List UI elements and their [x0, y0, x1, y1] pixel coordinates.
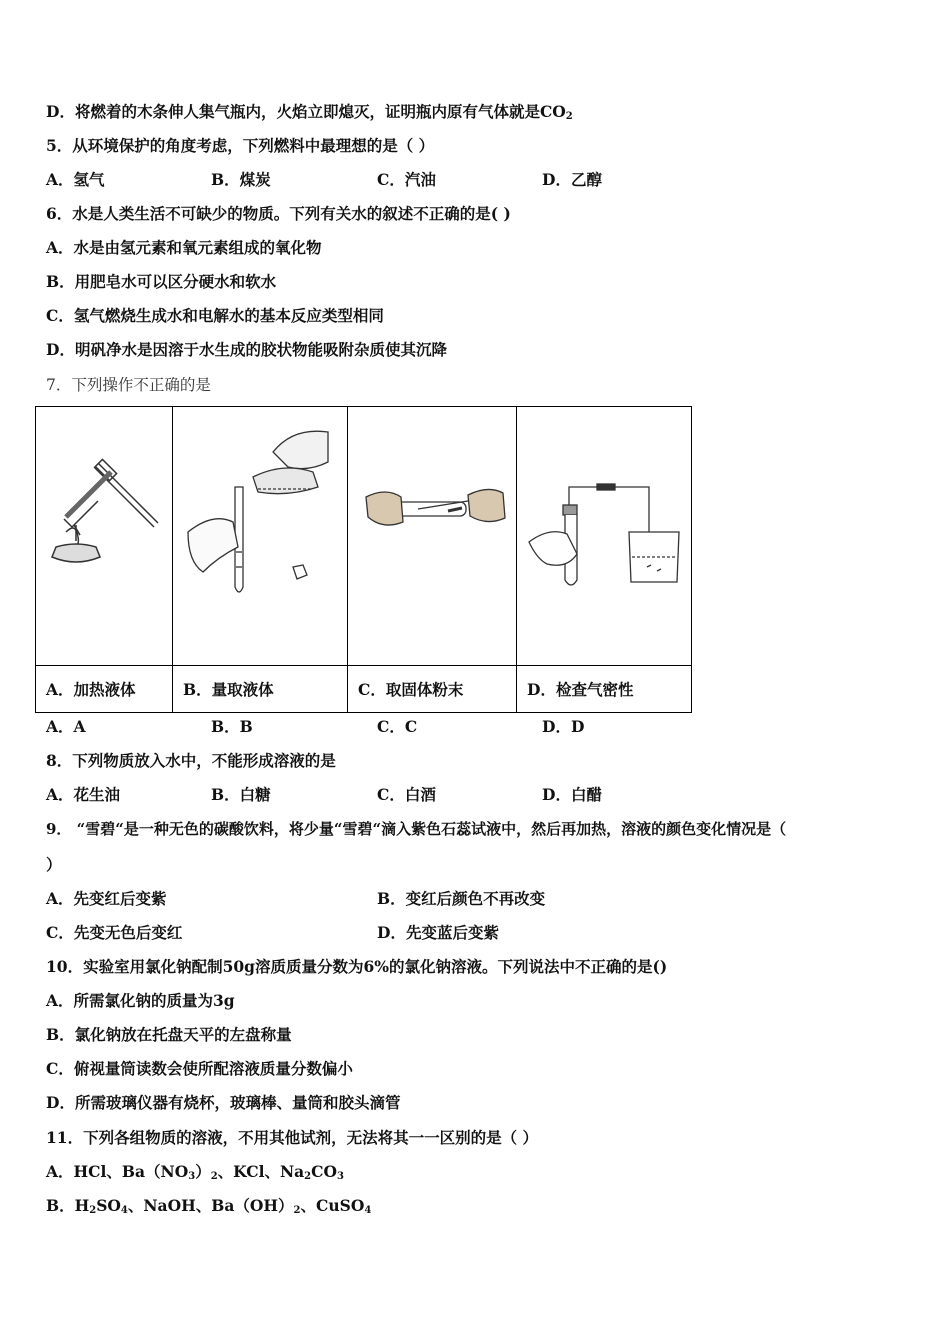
q10-option-d: D．所需玻璃仪器有烧杯，玻璃棒、量筒和胶头滴管 [46, 1093, 401, 1112]
q6-option-d: D．明矾净水是因溶于水生成的胶状物能吸附杂质使其沉降 [46, 340, 447, 359]
q5-option-d: D．乙醇 [542, 170, 602, 189]
q7-option-b: B．B [211, 717, 253, 736]
measuring-liquid-illustration [173, 407, 347, 665]
powder-sampling-illustration [348, 407, 516, 665]
q6-stem: 6．水是人类生活不可缺少的物质。下列有关水的叙述不正确的是( ) [46, 204, 511, 223]
q7-caption-b: B．量取液体 [173, 666, 348, 713]
q5-option-c: C．汽油 [377, 170, 436, 189]
q11-option-a: A．HCl、$Ba(NO_3)_2$、KCl、$Na_2CO_3$ [46, 1162, 344, 1182]
q5-stem: 5．从环境保护的角度考虑，下列燃料中最理想的是（ ） [46, 136, 435, 155]
q7-caption-c: C．取固体粉末 [348, 666, 517, 713]
q5-option-a: A．氢气 [46, 170, 105, 189]
q7-option-a: A．A [46, 717, 86, 736]
q8-stem: 8．下列物质放入水中，不能形成溶液的是 [46, 751, 336, 770]
q6-option-a: A．水是由氢元素和氧元素组成的氧化物 [46, 238, 322, 257]
q8-option-c: C．白酒 [377, 785, 436, 804]
q7-option-d: D．D [542, 717, 585, 736]
q6-option-b: B．用肥皂水可以区分硬水和软水 [46, 272, 277, 291]
q9-option-c: C．先变无色后变红 [46, 923, 183, 942]
q10-stem: 10．实验室用氯化钠配制50g溶质质量分数为6%的氯化钠溶液。下列说法中不正确的是() [46, 957, 668, 976]
airtightness-check-illustration [517, 407, 691, 665]
q11-stem: 11．下列各组物质的溶液，不用其他试剂，无法将其一一区别的是（ ） [46, 1128, 538, 1147]
q4-option-d: D．将燃着的木条伸人集气瓶内，火焰立即熄灭，证明瓶内原有气体就是$CO_2$ [46, 102, 573, 122]
q7-figure-c [348, 407, 517, 666]
q9-stem: 9． “雪碧“是一种无色的碳酸饮料，将少量“雪碧“滴入紫色石蕊试液中，然后再加热，溶液的颜色变化情况是（ [46, 820, 787, 838]
q8-option-a: A．花生油 [46, 785, 121, 804]
q8-option-b: B．白糖 [211, 785, 271, 804]
q7-figure-b [173, 407, 348, 666]
q9-stem-end: ） [46, 855, 62, 874]
q11-option-b: B．$H_2SO_4$、NaOH、$Ba(OH)_2$、CuSO$_4$ [46, 1196, 372, 1216]
q7-stem: 7．下列操作不正确的是 [46, 376, 211, 394]
q7-caption-d: D．检查气密性 [517, 666, 692, 713]
q7-caption-a: A．加热液体 [36, 666, 173, 713]
q7-figure-a [36, 407, 173, 666]
q5-option-b: B．煤炭 [211, 170, 271, 189]
q10-option-b: B．氯化钠放在托盘天平的左盘称量 [46, 1025, 292, 1044]
q6-option-c: C．氢气燃烧生成水和电解水的基本反应类型相同 [46, 306, 384, 325]
heating-liquid-illustration [36, 407, 172, 665]
q9-option-a: A．先变红后变紫 [46, 889, 167, 908]
q10-option-a: A．所需氯化钠的质量为3g [46, 991, 235, 1010]
q9-option-b: B．变红后颜色不再改变 [377, 889, 546, 908]
q7-figure-table [35, 406, 692, 713]
q9-option-d: D．先变蓝后变紫 [377, 923, 499, 942]
q7-figure-d [517, 407, 692, 666]
q7-option-c: C．C [377, 717, 418, 736]
q8-option-d: D．白醋 [542, 785, 602, 804]
q10-option-c: C．俯视量筒读数会使所配溶液质量分数偏小 [46, 1059, 353, 1078]
